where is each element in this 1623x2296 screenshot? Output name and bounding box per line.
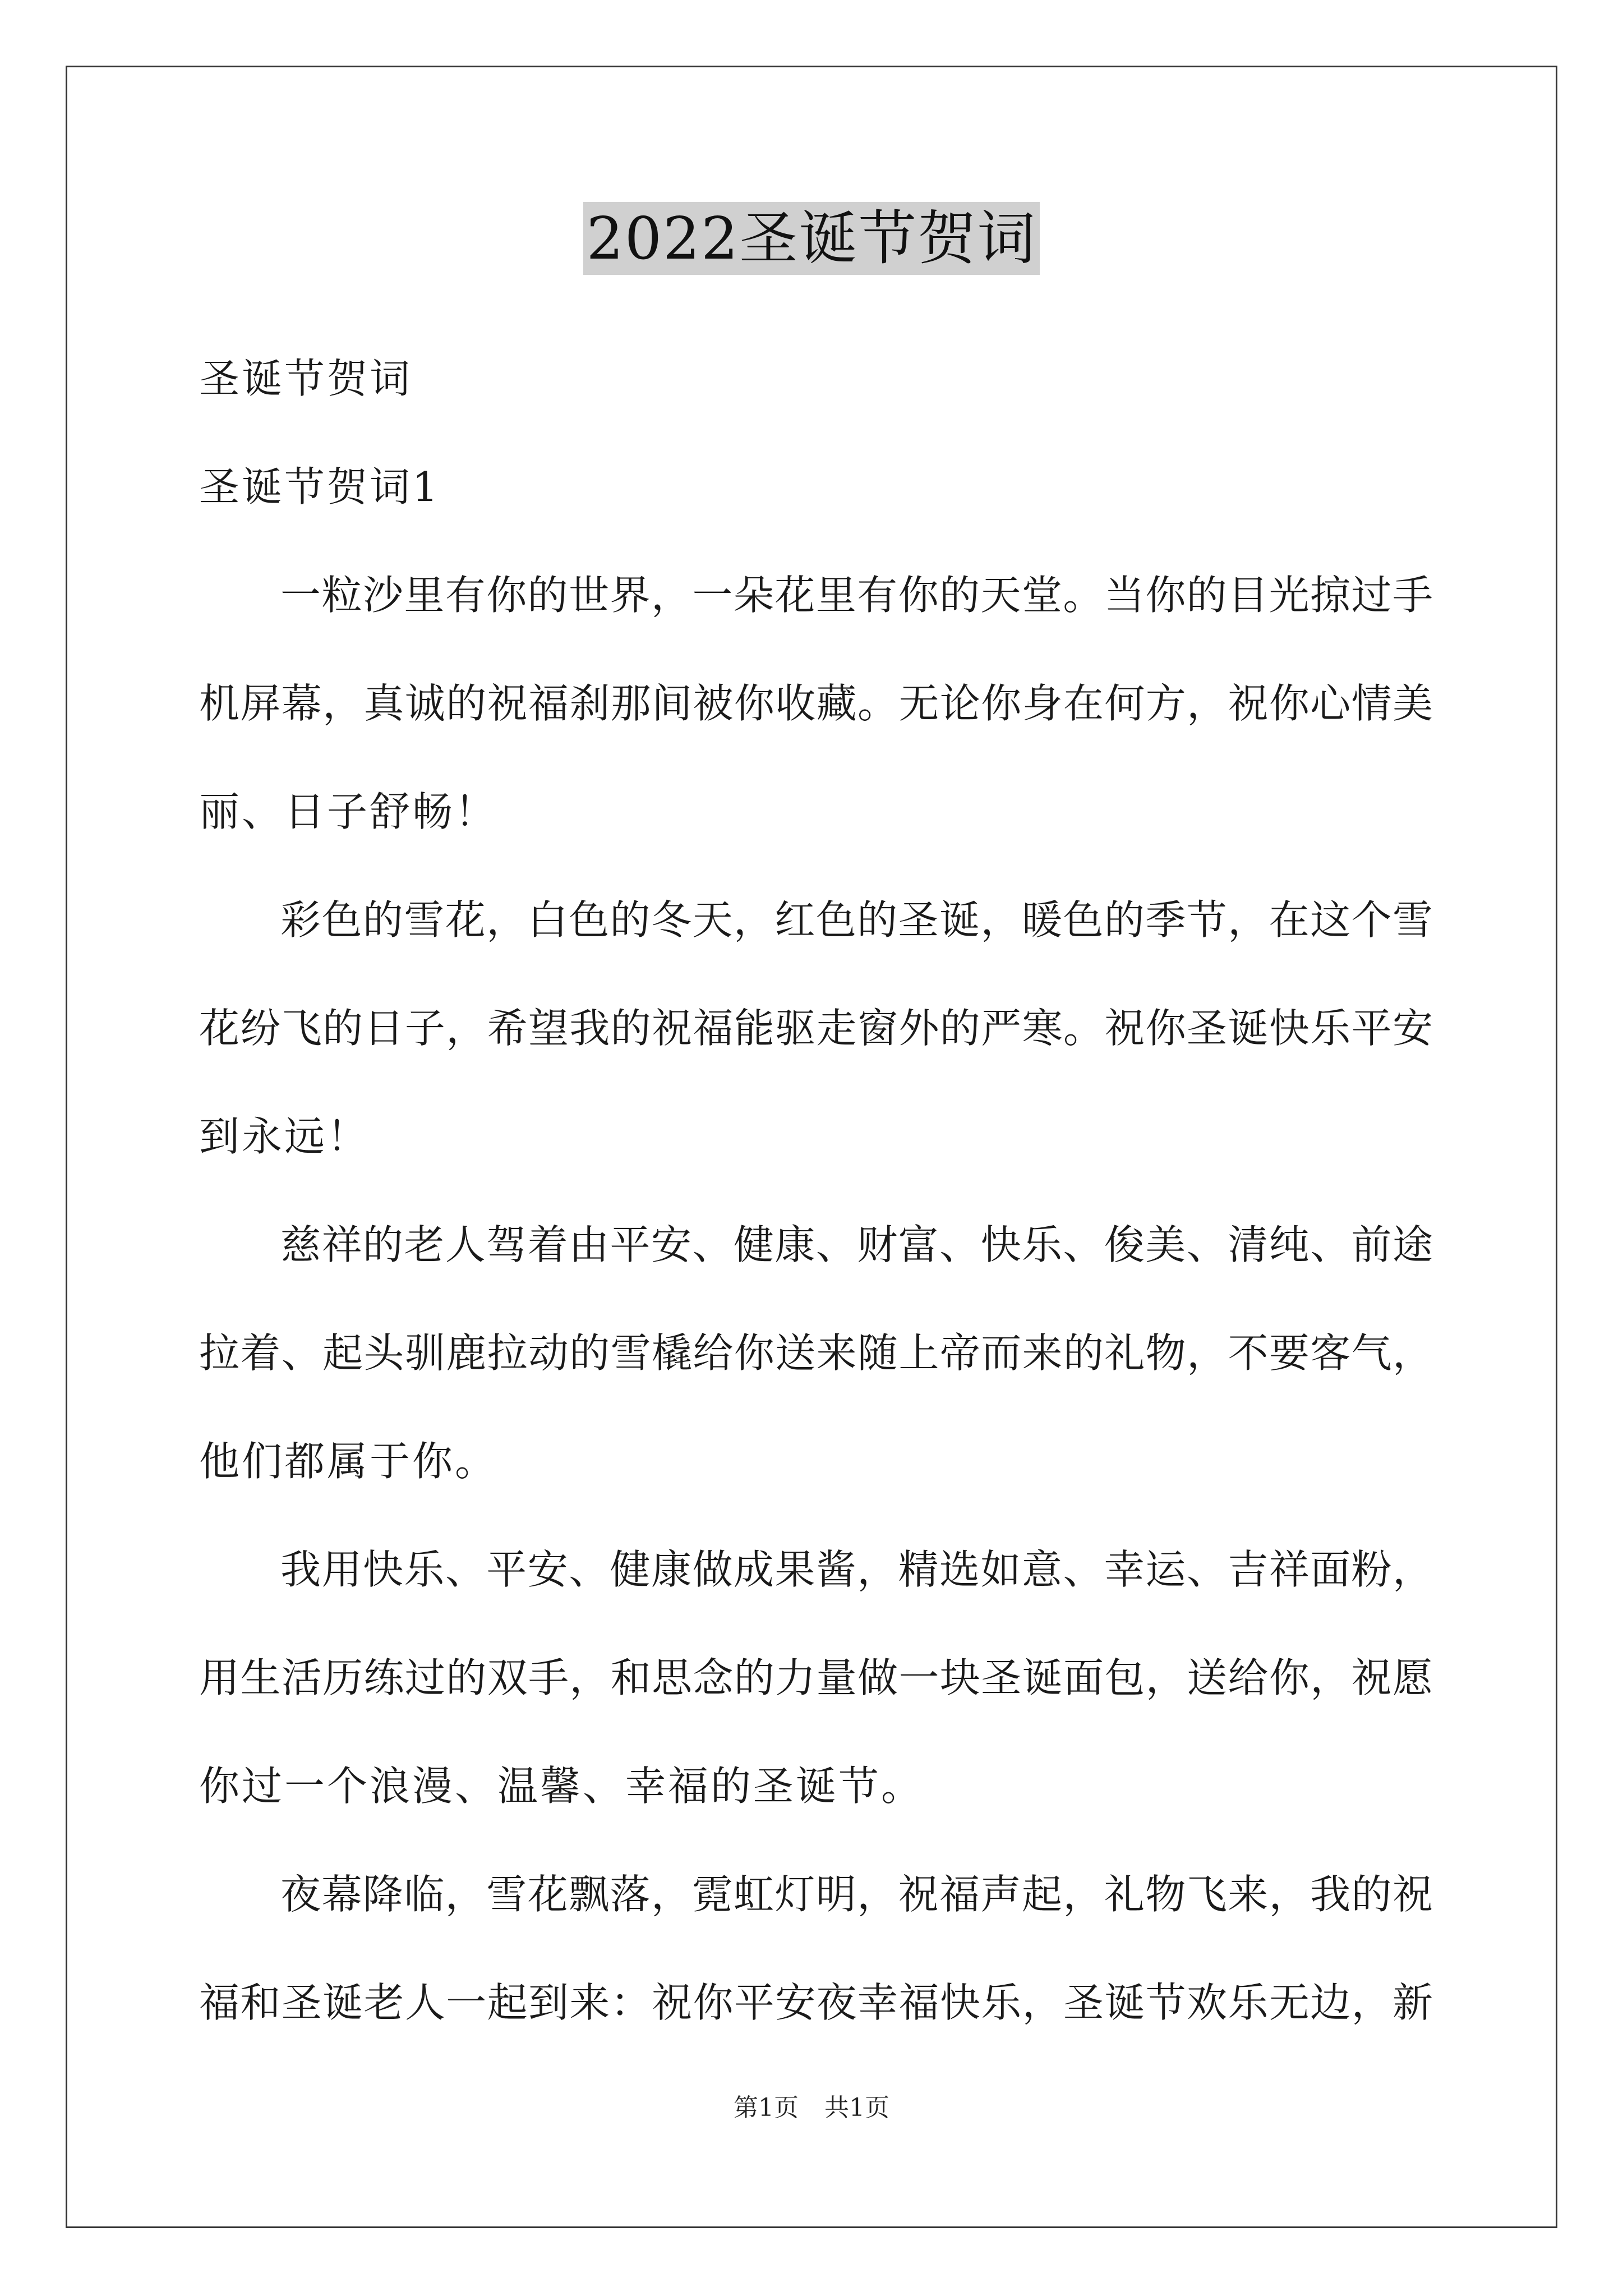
paragraph-line: 机屏幕，真诚的祝福刹那间被你收藏。无论你身在何方，祝你心情美	[199, 680, 1433, 727]
page-footer	[0, 2091, 1623, 2125]
paragraph-line: 彩色的雪花，白色的冬天，红色的圣诞，暖色的季节，在这个雪	[280, 896, 1433, 944]
paragraph-line: 拉着、起头驯鹿拉动的雪橇给你送来随上帝而来的礼物，不要客气，	[199, 1329, 1433, 1377]
paragraph-line: 我用快乐、平安、健康做成果酱，精选如意、幸运、吉祥面粉，	[280, 1546, 1433, 1593]
title-container	[0, 202, 1623, 275]
paragraph-line: 福和圣诞老人一起到来：祝你平安夜幸福快乐，圣诞节欢乐无边，新	[199, 1979, 1433, 2026]
paragraph-line: 花纷飞的日子，希望我的祝福能驱走窗外的严寒。祝你圣诞快乐平安	[199, 1005, 1433, 1052]
paragraph-line: 一粒沙里有你的世界，一朵花里有你的天堂。当你的目光掠过手	[280, 572, 1433, 619]
paragraph-line: 用生活历练过的双手，和思念的力量做一块圣诞面包，送给你，祝愿	[199, 1654, 1433, 1701]
paragraph-line: 到永远！	[199, 1113, 370, 1160]
page-number: 第1页	[734, 2093, 799, 2122]
page-total: 共1页	[824, 2093, 889, 2122]
heading-1: 圣诞节贺词	[199, 355, 413, 402]
paragraph-line: 他们都属于你。	[199, 1438, 498, 1485]
paragraph-line: 丽、日子舒畅！	[199, 788, 498, 835]
paragraph-line: 你过一个浪漫、温馨、幸福的圣诞节。	[199, 1763, 924, 1810]
paragraph-line: 夜幕降临，雪花飘落，霓虹灯明，祝福声起，礼物飞来，我的祝	[280, 1871, 1433, 1918]
heading-2: 圣诞节贺词1	[199, 463, 440, 510]
document-title: 2022圣诞节贺词	[583, 202, 1040, 275]
paragraph-line: 慈祥的老人驾着由平安、健康、财富、快乐、俊美、清纯、前途	[280, 1221, 1433, 1268]
